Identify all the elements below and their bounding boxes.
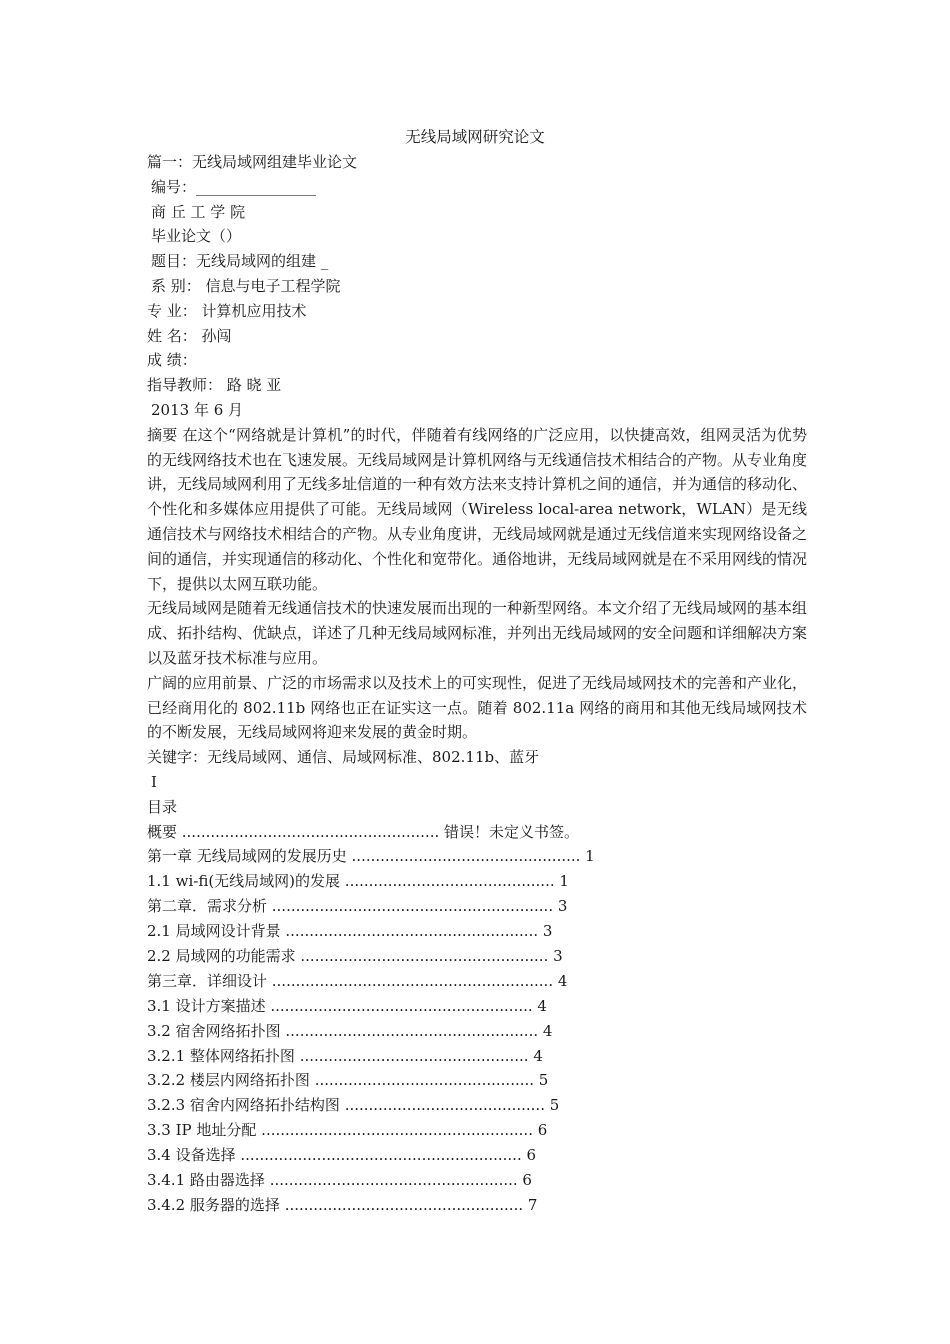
cover-advisor: 指导教师： 路 晓 亚: [147, 376, 282, 395]
toc-entry[interactable]: 3.4.2 服务器的选择 .................................................. 7: [147, 1195, 538, 1214]
toc-entry[interactable]: 2.1 局域网设计背景 ..................................................... 3: [147, 922, 553, 941]
toc-entry[interactable]: 3.2.2 楼层内网络拓扑图 .............................................. 5: [147, 1071, 549, 1090]
toc-entry[interactable]: 第三章．详细设计 ........................................................... 4: [147, 971, 568, 990]
toc-entry[interactable]: 3.1 设计方案描述 ....................................................... 4: [147, 996, 547, 1015]
toc-entry[interactable]: 1.1 wi-fi(无线局域网)的发展 ............................................ 1: [147, 872, 569, 891]
table-of-contents: [147, 820, 807, 1218]
toc-entry[interactable]: 第一章 无线局域网的发展历史 ................................................ 1: [147, 847, 595, 866]
toc-entry[interactable]: 2.2 局域网的功能需求 .................................................... 3: [147, 946, 563, 965]
toc-entry[interactable]: 3.2.1 整体网络拓扑图 ................................................ 4: [147, 1046, 543, 1065]
toc-entry[interactable]: 3.4 设备选择 ........................................................... 6: [147, 1146, 537, 1165]
document-body: [147, 150, 807, 1218]
cover-part-heading: 篇一：无线局域网组建毕业论文: [147, 153, 358, 171]
cover-number: 编号：________________: [151, 177, 317, 196]
toc-entry[interactable]: 概要 ...................................................... 错误！未定义书签。: [147, 822, 580, 841]
toc-entry[interactable]: 第二章．需求分析 ........................................................... 3: [147, 897, 568, 916]
cover-name: 姓 名： 孙闯: [147, 326, 232, 345]
cover-grade: 成 绩：: [147, 351, 197, 370]
toc-heading: 目录: [147, 797, 178, 816]
toc-entry[interactable]: 3.3 IP 地址分配 ......................................................... 6: [147, 1121, 548, 1140]
toc-entry[interactable]: 3.2.3 宿舍内网络拓扑结构图 .......................................... 5: [147, 1096, 560, 1115]
cover-major: 专 业： 计算机应用技术: [147, 301, 307, 320]
abstract-paragraph: 摘要 在这个“网络就是计算机”的时代，伴随着有线网络的广泛应用，以快捷高效，组网灵活为优势的无线网络技术也在飞速发展。无线局域网是计算机网络与无线通信技术相结合的产物。从专业角度讲，无线局域网利用了无线多址信道的一种有效方法来支持计算机之间的通信，并为通信的移动化、个性化和多媒体应用提供了可能。无线局域网（Wireless local-area network，WLAN）是无线通信技术与网络技术相结合的产物。从专业角度讲，无线局域网就是通过无线信道来实现网络设备之间的通信，并实现通信的移动化、个性化和宽带化。通俗地讲，无线局域网就是在不采用网线的情况下，提供以太网互联功能。: [147, 425, 808, 593]
cover-department: 系 别： 信息与电子工程学院: [151, 276, 341, 295]
document-title: 无线局域网研究论文: [405, 128, 545, 146]
toc-entry[interactable]: 3.4.1 路由器选择 .................................................... 6: [147, 1170, 532, 1189]
keywords: 关键字：无线局域网、通信、局域网标准、802.11b、蓝牙: [147, 748, 540, 767]
cover-school: 商 丘 工 学 院: [151, 202, 246, 221]
page-number-roman: I: [151, 772, 157, 791]
cover-topic: 题目：无线局域网的组建 _: [151, 252, 329, 271]
toc-entry[interactable]: 3.2 宿舍网络拓扑图 ..................................................... 4: [147, 1021, 553, 1040]
abstract-paragraph: 无线局域网是随着无线通信技术的快速发展而出现的一种新型网络。本文介绍了无线局域网的基本组成、拓扑结构、优缺点，详述了几种无线局域网标准，并列出无线局域网的安全问题和详细解决方案以及蓝牙技术标准与应用。: [147, 599, 808, 667]
cover-type: 毕业论文（）: [151, 227, 242, 246]
cover-date: 2013 年 6 月: [151, 400, 244, 419]
abstract-paragraph: 广阔的应用前景、广泛的市场需求以及技术上的可实现性，促进了无线局域网技术的完善和产业化，已经商用化的 802.11b 网络也正在证实这一点。随着 802.11a 网络的商用和其他无线局域网技术的不断发展，无线局域网将迎来发展的黄金时期。: [147, 673, 808, 742]
